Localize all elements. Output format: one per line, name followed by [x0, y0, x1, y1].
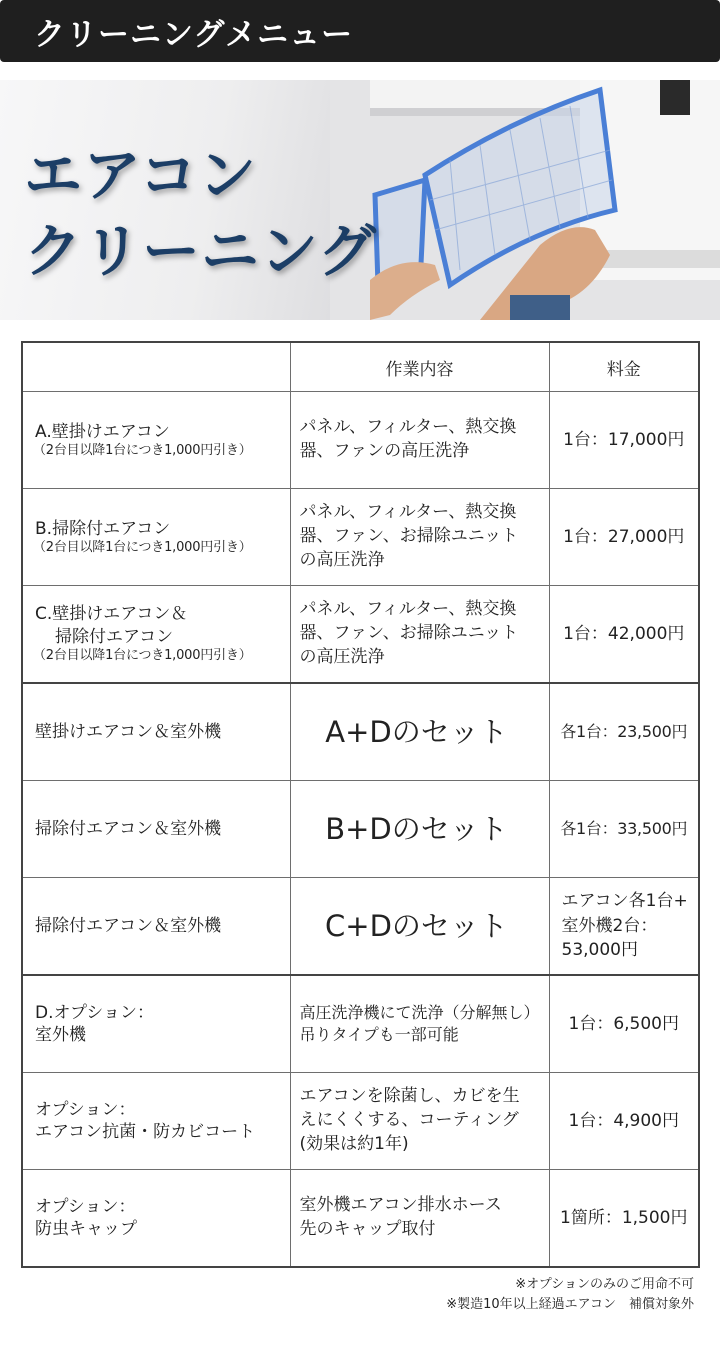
table-row [22, 975, 699, 1073]
header-bar [0, 0, 720, 62]
price-text: 各1台：33,500円 [560, 819, 688, 839]
menu-name-cell [22, 683, 290, 781]
set-label: A+Dのセット [325, 714, 508, 749]
menu-name-cell [22, 489, 290, 586]
price-text: 1台：17,000円 [563, 429, 685, 450]
content-line: の高圧洗浄 [299, 549, 385, 570]
price-cell [549, 1170, 699, 1268]
discount-note: （2台目以降1台につき1,000円引き） [33, 647, 252, 663]
price-cell [549, 1073, 699, 1170]
table-row [22, 392, 699, 489]
price-text: 各1台：23,500円 [560, 722, 688, 742]
footnote-warranty: ※製造10年以上経過エアコン 補償対象外 [446, 1297, 694, 1313]
content-line: 器、ファンの高圧洗浄 [299, 441, 470, 461]
table-row [22, 586, 699, 684]
content-cell [290, 586, 549, 684]
content-line: エアコンを除菌し、カビを生 [299, 1086, 520, 1107]
menu-name: 掃除付エアコン＆室外機 [35, 915, 222, 936]
aircon-filter-photo [330, 80, 720, 320]
price-cell [549, 683, 699, 781]
menu-name-cell [22, 392, 290, 489]
menu-name-line2: 室外機 [35, 1025, 86, 1045]
content-cell [290, 489, 549, 586]
set-label: C+Dのセット [325, 908, 508, 943]
table-row [22, 683, 699, 781]
content-line: 器、ファン、お掃除ユニット [299, 623, 519, 644]
price-text: 1台：6,500円 [568, 1013, 679, 1034]
menu-name: D.オプション： [35, 1002, 154, 1023]
footnote-option-only: ※オプションのみのご用命不可 [515, 1277, 694, 1292]
table-row [22, 1170, 699, 1268]
content-cell [290, 1170, 549, 1268]
menu-name-cell [22, 586, 290, 684]
page-title: クリーニングメニュー [34, 17, 354, 53]
cleaning-menu-table [21, 341, 700, 1268]
table-row [22, 489, 699, 586]
content-line: パネル、フィルター、熱交換 [299, 502, 517, 523]
header-cell-price: 料金 [549, 342, 699, 392]
content-line: パネル、フィルター、熱交換 [299, 599, 517, 620]
set-content-cell [290, 878, 549, 976]
footnotes [446, 1275, 694, 1315]
menu-name-cell [22, 878, 290, 976]
content-line: 高圧洗浄機にて洗浄（分解無し） [299, 1002, 540, 1022]
menu-name-cell [22, 1170, 290, 1268]
table-row [22, 781, 699, 878]
content-line: 器、ファン、お掃除ユニット [299, 526, 519, 547]
content-line: 先のキャップ取付 [299, 1219, 436, 1239]
menu-name: C.壁掛けエアコン＆ [35, 604, 188, 625]
menu-name-cell [22, 1073, 290, 1170]
price-cell [549, 489, 699, 586]
set-label: B+Dのセット [325, 811, 508, 846]
discount-note: （2台目以降1台につき1,000円引き） [33, 442, 252, 458]
price-text: 1台：4,900円 [568, 1110, 679, 1131]
price-text: 1台：27,000円 [563, 526, 685, 547]
content-line: (効果は約1年) [299, 1133, 409, 1154]
set-content-cell [290, 683, 549, 781]
menu-name-line2: エアコン抗菌・防カビコート [35, 1122, 256, 1142]
menu-name-line2: 掃除付エアコン [55, 626, 174, 647]
menu-name: B.掃除付エアコン [35, 518, 171, 539]
discount-note: （2台目以降1台につき1,000円引き） [33, 539, 252, 555]
price-cell [549, 392, 699, 489]
set-content-cell [290, 781, 549, 878]
content-line: えにくくする、コーティング [299, 1110, 519, 1131]
menu-name-cell [22, 975, 290, 1073]
content-line: パネル、フィルター、熱交換 [299, 417, 517, 438]
table-header-row [22, 342, 699, 392]
content-cell [290, 392, 549, 489]
price-cell [549, 586, 699, 684]
table-row [22, 1073, 699, 1170]
content-line: の高圧洗浄 [299, 646, 385, 667]
price-cell [549, 878, 699, 976]
price-text: 1台：42,000円 [563, 623, 685, 644]
menu-name: A.壁掛けエアコン [35, 421, 170, 442]
content-line: 室外機エアコン排水ホース [299, 1195, 502, 1216]
content-cell [290, 1073, 549, 1170]
price-text: 53,000円 [561, 940, 638, 961]
price-text: エアコン各1台+ [561, 891, 688, 912]
header-cell-empty [22, 342, 290, 392]
hero-banner [0, 80, 720, 320]
price-text: 1箇所：1,500円 [560, 1207, 688, 1228]
menu-name-line2: 防虫キャップ [35, 1219, 137, 1239]
content-cell [290, 975, 549, 1073]
menu-name: 壁掛けエアコン＆室外機 [35, 721, 222, 742]
hero-title-line1: エアコン [24, 141, 258, 209]
menu-name: オプション： [35, 1099, 136, 1120]
menu-name: 掃除付エアコン＆室外機 [35, 818, 222, 839]
menu-name-cell [22, 781, 290, 878]
table-row [22, 878, 699, 976]
price-cell [549, 781, 699, 878]
content-line: 吊りタイプも一部可能 [299, 1025, 459, 1044]
menu-name: オプション： [35, 1196, 136, 1217]
hero-title-line2: クリーニング [24, 217, 377, 285]
header-cell-content: 作業内容 [290, 342, 549, 392]
price-cell [549, 975, 699, 1073]
price-text: 室外機2台： [561, 915, 658, 936]
